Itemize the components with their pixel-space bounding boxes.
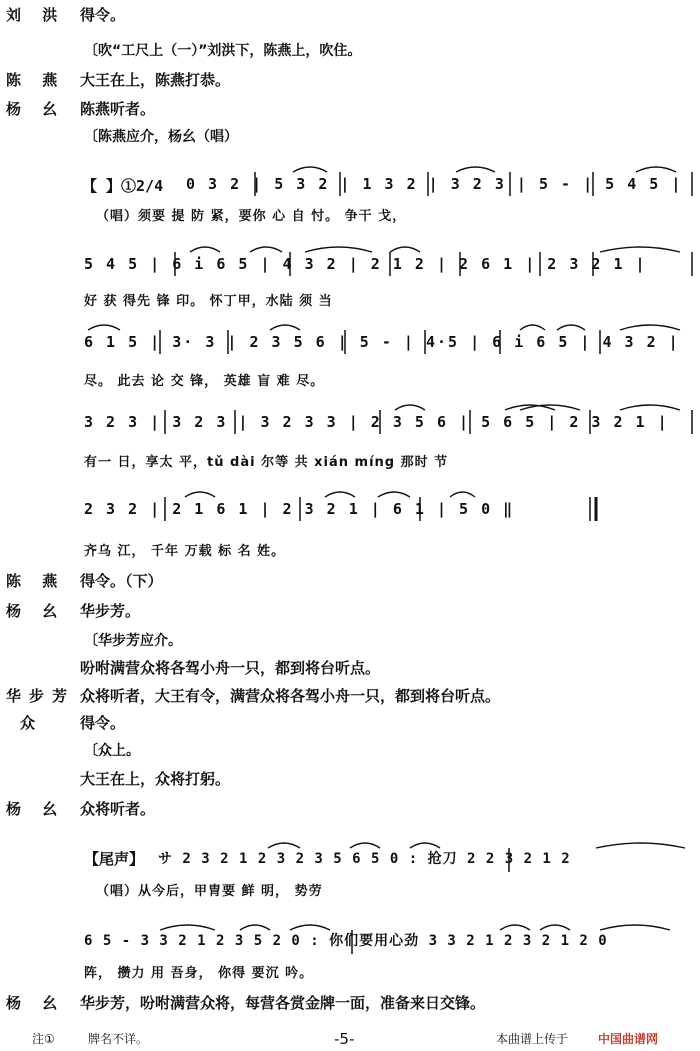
slur-mark xyxy=(350,843,380,848)
slur-mark xyxy=(596,843,685,848)
slur-mark xyxy=(268,843,300,848)
footnote-text: 牌名不详。 xyxy=(88,1032,149,1046)
slur-mark xyxy=(378,492,410,497)
slur-mark xyxy=(395,405,425,410)
lyric-line: （唱）须要 提 防 紧，要你 心 自 忖。 争干 戈， xyxy=(96,209,407,224)
dialogue-line: 得令。 xyxy=(80,714,126,732)
speaker-name: 刘 洪 xyxy=(6,6,66,24)
notation-line: 6 1 5 | 3· 3 | 2 3 5 6 | 5 - | 4·5 | 6 i 6 5 | 4 3 2 | xyxy=(84,333,680,351)
stage-direction: 〔陈燕应介，杨幺（唱） xyxy=(84,129,238,145)
dialogue-line: 吩咐满营众将各驾小舟一只，都到将台听点。 xyxy=(80,659,381,677)
slur-mark xyxy=(620,405,680,410)
lyric-line: 好 获 得先 锋 印。 怀丁甲，水陆 须 当 xyxy=(84,294,333,309)
speaker-name: 杨 幺 xyxy=(6,602,66,620)
speaker-name: 杨 幺 xyxy=(6,100,66,118)
slur-mark xyxy=(500,925,530,930)
slur-mark xyxy=(290,925,330,930)
slur-mark xyxy=(540,925,570,930)
speaker-name: 华步芳 xyxy=(6,687,76,705)
dialogue-line: 得令。 xyxy=(80,6,126,24)
dialogue-line: 华步芳。 xyxy=(80,602,141,620)
slur-mark xyxy=(390,247,420,252)
slur-mark xyxy=(305,247,372,252)
slur-mark xyxy=(293,167,327,172)
slur-mark xyxy=(270,325,300,330)
dialogue-line: 得令。（下） xyxy=(80,572,163,590)
slur-mark xyxy=(240,925,270,930)
slur-mark xyxy=(190,247,220,252)
slur-mark xyxy=(557,325,585,330)
notation-line: サ 2 3 2 1 2 3 2 3 5 6 5 0 : 抢刀 2 2 3 2 1 2 xyxy=(158,851,571,867)
dialogue-line: 大王在上，众将打躬。 xyxy=(80,770,231,788)
page-number: -5- xyxy=(334,1030,355,1048)
speaker-name: 众 xyxy=(20,714,44,732)
slur-mark xyxy=(160,925,215,930)
notation-line: 2 3 2 | 2 1 6 1 | 2 3 2 1 | 6 1 | 5 0 ‖ xyxy=(84,500,515,518)
dialogue-line: 华步芳，吩咐满营众将，每营各赏金牌一面，准备来日交锋。 xyxy=(80,994,486,1012)
slur-mark xyxy=(325,492,355,497)
lyric-line: 阵， 攒力 用 吾身， 你得 要沉 吟。 xyxy=(84,966,314,981)
slur-mark xyxy=(456,167,495,172)
dialogue-line: 大王在上，陈燕打恭。 xyxy=(80,71,231,89)
notation-line: 5 4 5 | 6 i 6 5 | 4 3 2 | 2 1 2 | 2 6 1 | 2 3 2 1 | xyxy=(84,255,647,273)
lyric-line: 齐乌 江， 千年 万载 标 名 姓。 xyxy=(84,544,286,559)
site-logo: 中国曲谱网 xyxy=(598,1032,659,1046)
dialogue-line: 陈燕听者。 xyxy=(80,100,156,118)
slur-mark xyxy=(620,325,680,330)
notation-line: 6 5 - 3 3 2 1 2 3 5 2 0 : 你们要用心劲 3 3 2 1 2 3 2 1 2 0 xyxy=(84,933,608,949)
dialogue-line: 众将听者，大王有令，满营众将各驾小舟一只，都到将台听点。 xyxy=(80,687,501,705)
slur-mark xyxy=(185,492,215,497)
lyric-line: 尽。 此去 论 交 锋， 英雄 盲 难 尽。 xyxy=(84,374,325,389)
lyric-line: 有一 日，享太 平，tǔ dài 尔等 共 xián míng 那时 节 xyxy=(84,455,449,470)
source-text: 本曲谱上传于 xyxy=(496,1032,569,1046)
slur-mark xyxy=(250,247,282,252)
slur-mark xyxy=(636,167,676,172)
slur-mark xyxy=(600,247,680,252)
stage-direction: 〔华步芳应介。 xyxy=(84,633,182,649)
footnote-label: 注① xyxy=(32,1032,55,1046)
speaker-name: 陈 燕 xyxy=(6,71,66,89)
notation-line: 0 3 2 | 5 3 2 | 1 3 2 | 3 2 3 | 5 - | 5 4 5 | xyxy=(186,175,683,193)
slur-mark xyxy=(450,492,475,497)
stage-direction: 〔吹“工尺上（一）”刘洪下，陈燕上，吹住。 xyxy=(84,43,362,59)
speaker-name: 杨 幺 xyxy=(6,994,66,1012)
score-prefix: 【尾声】 xyxy=(84,850,145,868)
score-prefix: 【 】①2/4 xyxy=(82,177,164,195)
slur-mark xyxy=(520,325,545,330)
lyric-line: （唱）从今后，甲胄要 鲜 明， 势劳 xyxy=(96,884,323,899)
speaker-name: 杨 幺 xyxy=(6,800,66,818)
slur-mark xyxy=(600,925,670,930)
stage-direction: 〔众上。 xyxy=(84,743,140,759)
notation-line: 3 2 3 | 3 2 3 | 3 2 3 3 | 2 3 5 6 | 5 6 5 | 2 3 2 1 | xyxy=(84,413,669,431)
slur-mark xyxy=(88,325,120,330)
speaker-name: 陈 燕 xyxy=(6,572,66,590)
dialogue-line: 众将听者。 xyxy=(80,800,156,818)
slur-mark xyxy=(410,843,440,848)
